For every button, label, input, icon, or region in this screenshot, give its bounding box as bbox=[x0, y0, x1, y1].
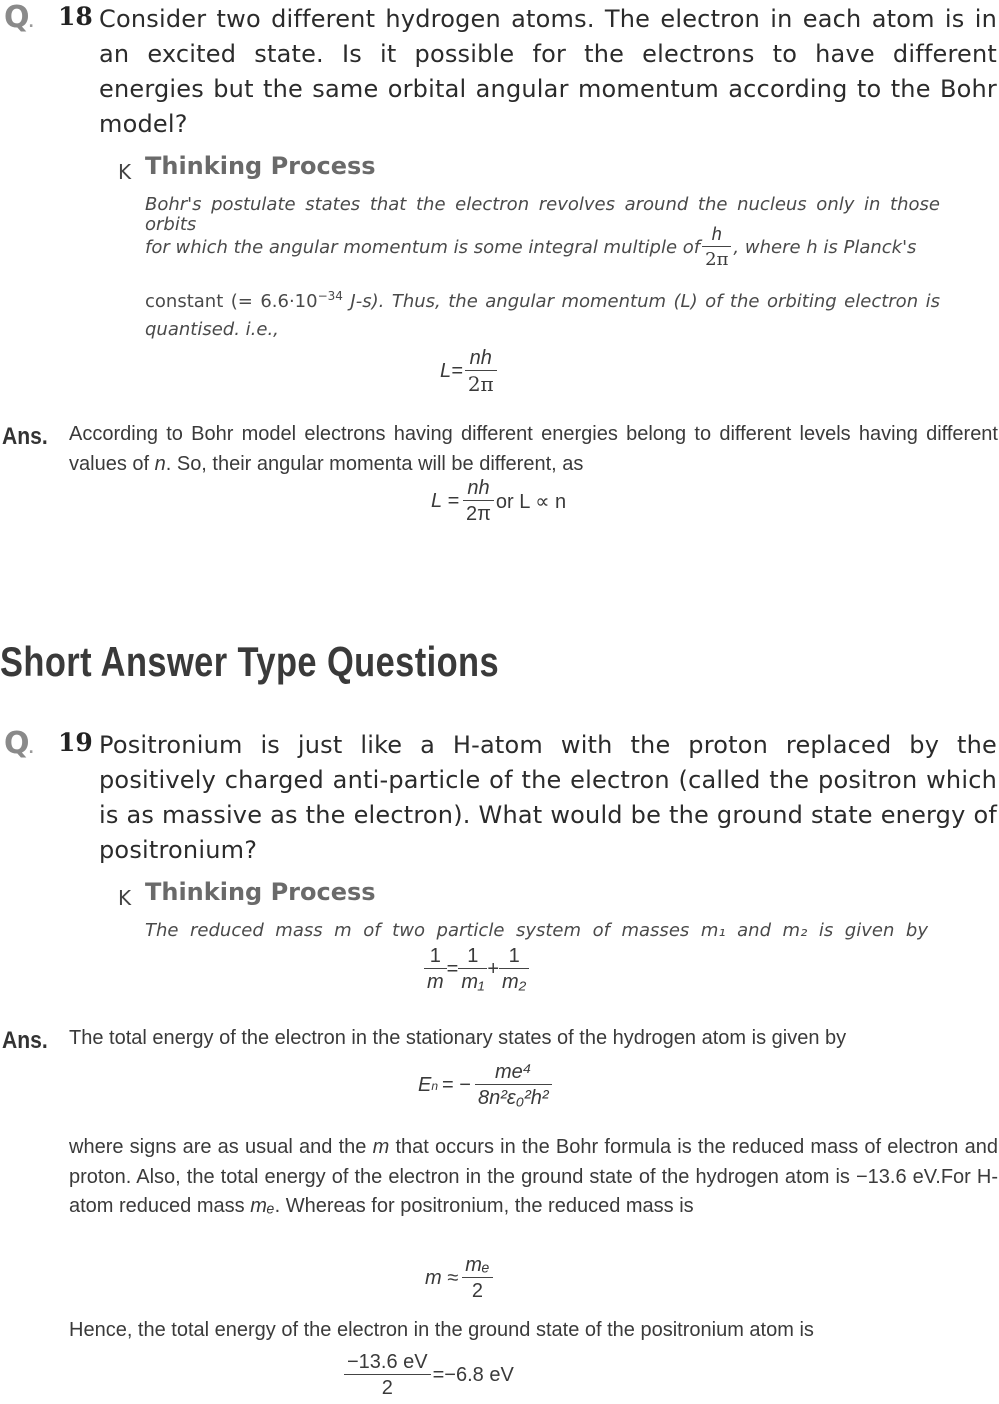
answer-label: Ans. bbox=[2, 1027, 48, 1054]
formula-angular-momentum: L= $\frac{nh}{2\pi}$ bbox=[440, 346, 497, 397]
answer-text: The total energy of the electron in the stationary states of the hydrogen atom is given by bbox=[69, 1027, 847, 1049]
thinking-process-line: for which the angular momentum is some integral multiple of $\frac{h}{2\pi}$ , where h is Planck's bbox=[145, 222, 940, 273]
answer-text: According to Bohr model electrons having different energies belong to different levels having different values of n. So, their angular momenta will be different, as bbox=[69, 423, 998, 475]
question-number: 18 bbox=[58, 2, 93, 31]
thinking-process-line: The reduced mass m of two particle system of masses m₁ and m₂ is given by bbox=[145, 920, 928, 941]
thinking-process-title: Thinking Process bbox=[145, 878, 376, 906]
thinking-process-line: Bohr's postulate states that the electron revolves around the nucleus only in those orbits bbox=[145, 194, 940, 235]
question-text: Consider two different hydrogen atoms. The electron in each atom is in an excited state. Is it possible for the electrons to have different energies but the same orbital angular momentum according to the Bohr model? bbox=[99, 5, 997, 138]
bullet-k-icon: K bbox=[118, 160, 132, 184]
formula-bohr-energy: E n = − $\frac{\text{me⁴}}{\text{8n²ε₀²h²}}$ bbox=[418, 1060, 552, 1111]
answer-paragraph: where signs are as usual and the m that occurs in the Bohr formula is the reduced mass of electron and proton. Also, the total energy of the electron in the ground state of the hydrogen atom is −13.6 eV.For H-atom reduced mass mₑ. Whereas for positronium, the reduced mass is bbox=[69, 1136, 999, 1217]
answer-conclusion: Hence, the total energy of the electron in the ground state of the positronium atom is bbox=[69, 1319, 814, 1341]
thinking-process-line: constant (= $6.6\cdot 10^{-34}$ J-s). Thus, the angular momentum (L) of the orbiting electron is bbox=[145, 289, 940, 312]
answer-label: Ans. bbox=[2, 423, 48, 450]
question-marker-icon: Q. bbox=[4, 726, 33, 761]
thinking-process-line: quantised. i.e., bbox=[145, 319, 279, 340]
formula-positronium-mass: m ≈ $\frac{\text{mₑ}}{2}$ bbox=[425, 1253, 493, 1304]
question-number: 19 bbox=[58, 728, 93, 757]
formula-ground-state-energy: $\frac{-13.6 eV}{2}$ =−6.8 eV bbox=[344, 1350, 514, 1401]
formula-reduced-mass: $\frac{1}{m}$ = $\frac{1}{\text{m₁}}$ + $\frac{1}{\text{m₂}}$ bbox=[424, 944, 529, 995]
bullet-k-icon: K bbox=[118, 886, 132, 910]
question-marker-icon: Q. bbox=[4, 0, 33, 35]
thinking-process-title: Thinking Process bbox=[145, 152, 376, 180]
formula-angular-momentum-proportional: L = $\frac{nh}{2\pi}$ or L ∝ n bbox=[431, 477, 567, 525]
fraction-h-over-2pi: $\frac{h}{2\pi}$ bbox=[702, 222, 731, 273]
question-text: Positronium is just like a H-atom with the proton replaced by the positively charged anti-particle of the electron (called the positron which is as massive as the electron). What would be the ground state energy of positronium? bbox=[99, 731, 997, 864]
section-heading: Short Answer Type Questions bbox=[0, 638, 500, 685]
